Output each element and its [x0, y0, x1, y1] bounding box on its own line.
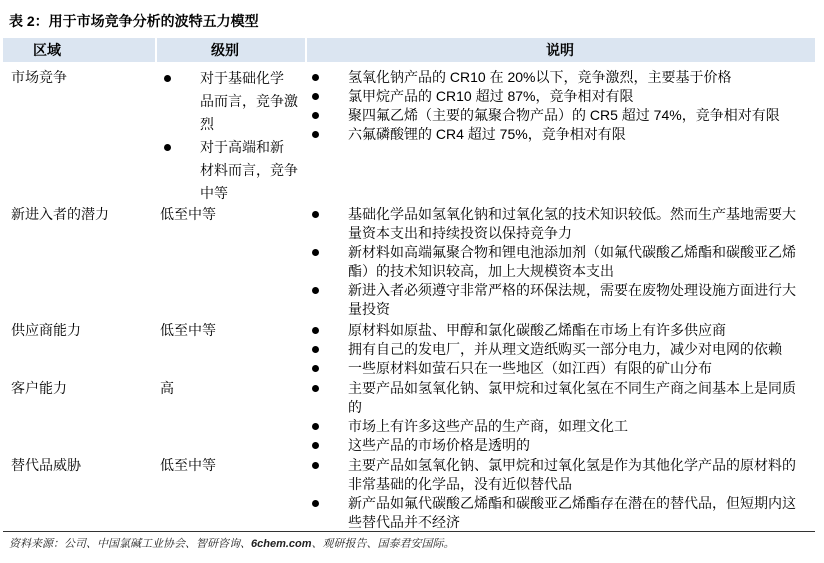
description-cell [308, 379, 818, 455]
description-cell [308, 68, 818, 144]
description-bullet-item [308, 243, 818, 281]
description-bullet-item [308, 359, 818, 378]
level-bullet-item [160, 67, 305, 136]
bullet-icon [312, 500, 319, 507]
description-bullet-item [308, 321, 818, 340]
description-line: 主要产品如氢氧化钠、氯甲烷和过氧化氢在不同生产商之间基本上是同质 [348, 380, 796, 396]
description-bullet-item [308, 281, 818, 319]
description-line: 氯甲烷产品的 CR10 超过 87%，竞争相对有限 [348, 88, 634, 104]
description-line: 原材料如原盐、甲醇和氯化碳酸乙烯酯在市场上有许多供应商 [348, 322, 726, 338]
description-line: 些替代品并不经济 [348, 514, 460, 530]
level-cell: 低至中等 [160, 457, 216, 473]
bullet-icon [312, 462, 319, 469]
description-line: 的 [348, 399, 362, 415]
level-line: 对于基础化学 [200, 70, 284, 86]
area-cell: 供应商能力 [11, 322, 81, 338]
description-line: 聚四氟乙烯（主要的氟聚合物产品）的 CR5 超过 74%，竞争相对有限 [348, 107, 780, 123]
description-bullet-item [308, 87, 818, 106]
bullet-icon [312, 74, 319, 81]
bullet-icon [312, 327, 319, 334]
description-line: 主要产品如氢氧化钠、氯甲烷和过氧化氢是作为其他化学产品的原材料的 [348, 457, 796, 473]
description-line: 新产品如氟代碳酸乙烯酯和碳酸亚乙烯酯存在潜在的替代品，但短期内这 [348, 495, 796, 511]
source-note [9, 537, 455, 551]
description-line: 基础化学品如氢氧化钠和过氧化氢的技术知识较低。然而生产基地需要大 [348, 206, 796, 222]
bullet-icon [312, 423, 319, 430]
bullet-icon [312, 365, 319, 372]
level-cell: 低至中等 [160, 206, 216, 222]
header-description: 说明 [546, 42, 574, 58]
description-line: 量资本支出和持续投资以保持竞争力 [348, 225, 572, 241]
bullet-icon [312, 211, 319, 218]
table-header [3, 38, 815, 62]
description-line: 一些原材料如萤石只在一些地区（如江西）有限的矿山分布 [348, 360, 712, 376]
area-cell: 客户能力 [11, 380, 67, 396]
description-bullet-item [308, 106, 818, 125]
description-bullet-item [308, 68, 818, 87]
description-bullet-item [308, 456, 818, 494]
level-line: 品而言，竞争激 [200, 93, 298, 109]
description-bullet-item [308, 379, 818, 417]
area-cell: 替代品威胁 [11, 457, 81, 473]
level-line: 对于高端和新 [200, 139, 284, 155]
description-line: 这些产品的市场价格是透明的 [348, 437, 530, 453]
header-level: 级别 [211, 42, 239, 58]
description-cell [308, 456, 818, 532]
description-line: 氢氧化钠产品的 CR10 在 20%以下，竞争激烈，主要基于价格 [348, 69, 732, 85]
bullet-icon [312, 287, 319, 294]
bullet-icon [312, 131, 319, 138]
description-bullet-item [308, 205, 818, 243]
description-line: 酯）的技术知识较高，加上大规模资本支出 [348, 263, 614, 279]
area-cell: 市场竞争 [11, 69, 67, 85]
description-bullet-item [308, 494, 818, 532]
source-note-prefix: 资料来源：公司、中国氯碱工业协会、智研咨询、 [9, 538, 251, 550]
description-bullet-item [308, 125, 818, 144]
header-separator [305, 38, 307, 62]
level-cell [160, 67, 305, 205]
level-line: 材料而言，竞争 [200, 162, 298, 178]
bullet-icon [312, 346, 319, 353]
description-line: 市场上有许多这些产品的生产商，如理文化工 [348, 418, 628, 434]
level-line: 烈 [200, 116, 214, 132]
description-line: 新进入者必须遵守非常严格的环保法规，需要在废物处理设施方面进行大 [348, 282, 796, 298]
level-bullet-item [160, 136, 305, 205]
description-cell [308, 321, 818, 378]
description-bullet-item [308, 436, 818, 455]
bullet-icon [312, 442, 319, 449]
bullet-icon [312, 385, 319, 392]
description-line: 非常基础的化学品，没有近似替代品 [348, 476, 572, 492]
description-line: 量投资 [348, 301, 390, 317]
header-area: 区域 [33, 42, 61, 58]
description-line: 六氟磷酸锂的 CR4 超过 75%，竞争相对有限 [348, 126, 626, 142]
area-cell: 新进入者的潜力 [11, 206, 109, 222]
description-line: 新材料如高端氟聚合物和锂电池添加剂（如氟代碳酸乙烯酯和碳酸亚乙烯 [348, 244, 796, 260]
bullet-icon [312, 93, 319, 100]
source-note-highlight: 6chem.com [251, 538, 312, 550]
bullet-icon [312, 249, 319, 256]
source-note-suffix: 、观研报告、国泰君安国际。 [311, 538, 455, 550]
bullet-icon [164, 144, 171, 151]
header-separator [155, 38, 157, 62]
level-cell: 高 [160, 380, 174, 396]
description-bullet-item [308, 417, 818, 436]
bullet-icon [164, 75, 171, 82]
table-title: 表 2：用于市场竞争分析的波特五力模型 [9, 13, 259, 29]
description-bullet-item [308, 340, 818, 359]
level-line: 中等 [200, 185, 228, 201]
bullet-icon [312, 112, 319, 119]
description-cell [308, 205, 818, 319]
description-line: 拥有自己的发电厂，并从理文造纸购买一部分电力，减少对电网的依赖 [348, 341, 782, 357]
table-bottom-rule [3, 531, 815, 532]
level-cell: 低至中等 [160, 322, 216, 338]
